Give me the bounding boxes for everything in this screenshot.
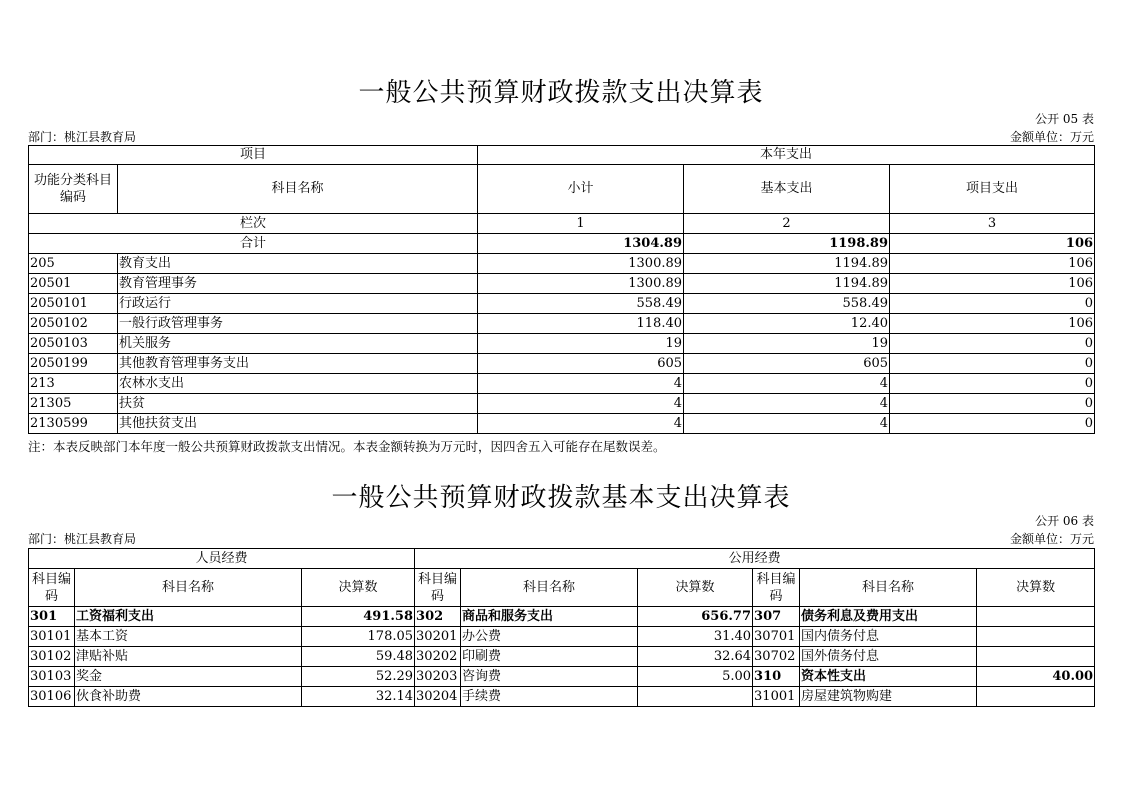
row-code: 30202 [415,647,461,667]
row-code: 30106 [29,687,75,707]
row-name: 农林水支出 [118,374,478,394]
header-project: 项目 [29,146,478,165]
table-row [29,607,1095,627]
table1-form-no: 公开 05 表 [1035,112,1094,126]
row-amount: 40.00 [977,667,1095,687]
table1-dept: 部门：桃江县教育局 [28,130,137,144]
basic-expenditure-table [28,548,1095,707]
row-project: 0 [890,334,1095,354]
header-year-expenditure: 本年支出 [478,146,1095,165]
table-row [29,687,1095,707]
table1-title: 一般公共预算财政拨款支出决算表 [358,78,764,108]
col-num: 2 [684,214,890,234]
row-amount: 32.64 [638,647,753,667]
row-name: 国外债务付息 [800,647,977,667]
row-name: 债务利息及费用支出 [800,607,977,627]
row-name: 房屋建筑物购建 [800,687,977,707]
col-num: 1 [478,214,684,234]
table2-form-no: 公开 06 表 [1035,514,1094,528]
row-code: 301 [29,607,75,627]
row-amount [977,687,1095,707]
row-amount [977,647,1095,667]
row-subtotal: 4 [478,374,684,394]
row-code: 2050199 [29,354,118,374]
table-row [29,294,1095,314]
total-basic: 1198.89 [684,234,890,254]
row-amount: 491.58 [302,607,415,627]
row-code: 30102 [29,647,75,667]
row-subtotal: 605 [478,354,684,374]
row-name: 教育支出 [118,254,478,274]
row-code: 30702 [753,647,800,667]
header-amount: 决算数 [302,569,415,607]
row-name: 一般行政管理事务 [118,314,478,334]
row-basic: 1194.89 [684,274,890,294]
row-name: 其他扶贫支出 [118,414,478,434]
header-subtotal: 小计 [478,165,684,214]
row-name: 扶贫 [118,394,478,414]
table2-unit: 金额单位：万元 [1009,532,1094,546]
row-project: 0 [890,294,1095,314]
header-amount: 决算数 [977,569,1095,607]
row-subtotal: 19 [478,334,684,354]
row-subtotal: 1300.89 [478,254,684,274]
row-name: 商品和服务支出 [461,607,638,627]
row-code: 30701 [753,627,800,647]
row-code: 30103 [29,667,75,687]
row-code: 31001 [753,687,800,707]
row-amount: 31.40 [638,627,753,647]
header-name: 科目名称 [75,569,302,607]
table2-title: 一般公共预算财政拨款基本支出决算表 [331,483,791,513]
row-amount: 59.48 [302,647,415,667]
row-code: 307 [753,607,800,627]
row-name: 基本工资 [75,627,302,647]
row-code: 2050102 [29,314,118,334]
row-basic: 4 [684,414,890,434]
row-project: 0 [890,414,1095,434]
row-name: 工资福利支出 [75,607,302,627]
table-row [29,374,1095,394]
row-amount: 32.14 [302,687,415,707]
header-code: 科目编码 [415,569,461,607]
row-amount: 656.77 [638,607,753,627]
row-name: 国内债务付息 [800,627,977,647]
table-row [29,647,1095,667]
row-name: 办公费 [461,627,638,647]
header-code: 功能分类科目编码 [29,165,118,214]
row-project: 106 [890,254,1095,274]
row-basic: 605 [684,354,890,374]
row-code: 20501 [29,274,118,294]
row-basic: 4 [684,394,890,414]
row-amount: 5.00 [638,667,753,687]
row-basic: 1194.89 [684,254,890,274]
header-name: 科目名称 [461,569,638,607]
row-amount [977,627,1095,647]
header-project-exp: 项目支出 [890,165,1095,214]
table-row [29,667,1095,687]
row-project: 106 [890,314,1095,334]
row-project: 0 [890,354,1095,374]
row-basic: 558.49 [684,294,890,314]
row-code: 2130599 [29,414,118,434]
row-amount [638,687,753,707]
header-code: 科目编码 [753,569,800,607]
row-name: 津贴补贴 [75,647,302,667]
row-code: 213 [29,374,118,394]
table-row [29,394,1095,414]
row-name: 其他教育管理事务支出 [118,354,478,374]
table-row [29,274,1095,294]
row-name: 印刷费 [461,647,638,667]
row-subtotal: 4 [478,414,684,434]
table2-dept: 部门：桃江县教育局 [28,532,137,546]
row-name: 机关服务 [118,334,478,354]
row-amount [977,607,1095,627]
total-label: 合计 [29,234,478,254]
row-amount: 178.05 [302,627,415,647]
row-name: 教育管理事务 [118,274,478,294]
row-name: 行政运行 [118,294,478,314]
row-code: 21305 [29,394,118,414]
row-col-label: 栏次 [29,214,478,234]
row-basic: 4 [684,374,890,394]
table-row [29,414,1095,434]
row-code: 2050101 [29,294,118,314]
header-personnel: 人员经费 [29,549,415,569]
table-row [29,334,1095,354]
row-subtotal: 1300.89 [478,274,684,294]
row-name: 资本性支出 [800,667,977,687]
row-amount: 52.29 [302,667,415,687]
row-code: 2050103 [29,334,118,354]
table-row [29,627,1095,647]
table1-unit: 金额单位：万元 [1009,130,1094,144]
row-name: 手续费 [461,687,638,707]
row-name: 奖金 [75,667,302,687]
header-name: 科目名称 [800,569,977,607]
expenditure-table [28,145,1095,434]
header-basic: 基本支出 [684,165,890,214]
row-code: 310 [753,667,800,687]
row-code: 302 [415,607,461,627]
header-public: 公用经费 [415,549,1095,569]
row-code: 205 [29,254,118,274]
row-project: 0 [890,374,1095,394]
row-subtotal: 118.40 [478,314,684,334]
total-subtotal: 1304.89 [478,234,684,254]
header-amount: 决算数 [638,569,753,607]
table-row [29,354,1095,374]
row-subtotal: 558.49 [478,294,684,314]
table-row [29,314,1095,334]
col-num: 3 [890,214,1095,234]
row-code: 30204 [415,687,461,707]
header-name: 科目名称 [118,165,478,214]
row-code: 30201 [415,627,461,647]
row-project: 0 [890,394,1095,414]
table1-note: 注：本表反映部门本年度一般公共预算财政拨款支出情况。本表金额转换为万元时，因四舍五入可能存在尾数误差。 [28,439,666,454]
row-project: 106 [890,274,1095,294]
row-basic: 12.40 [684,314,890,334]
row-name: 咨询费 [461,667,638,687]
total-project: 106 [890,234,1095,254]
row-name: 伙食补助费 [75,687,302,707]
header-code: 科目编码 [29,569,75,607]
table-row [29,254,1095,274]
row-subtotal: 4 [478,394,684,414]
row-code: 30203 [415,667,461,687]
row-basic: 19 [684,334,890,354]
row-code: 30101 [29,627,75,647]
